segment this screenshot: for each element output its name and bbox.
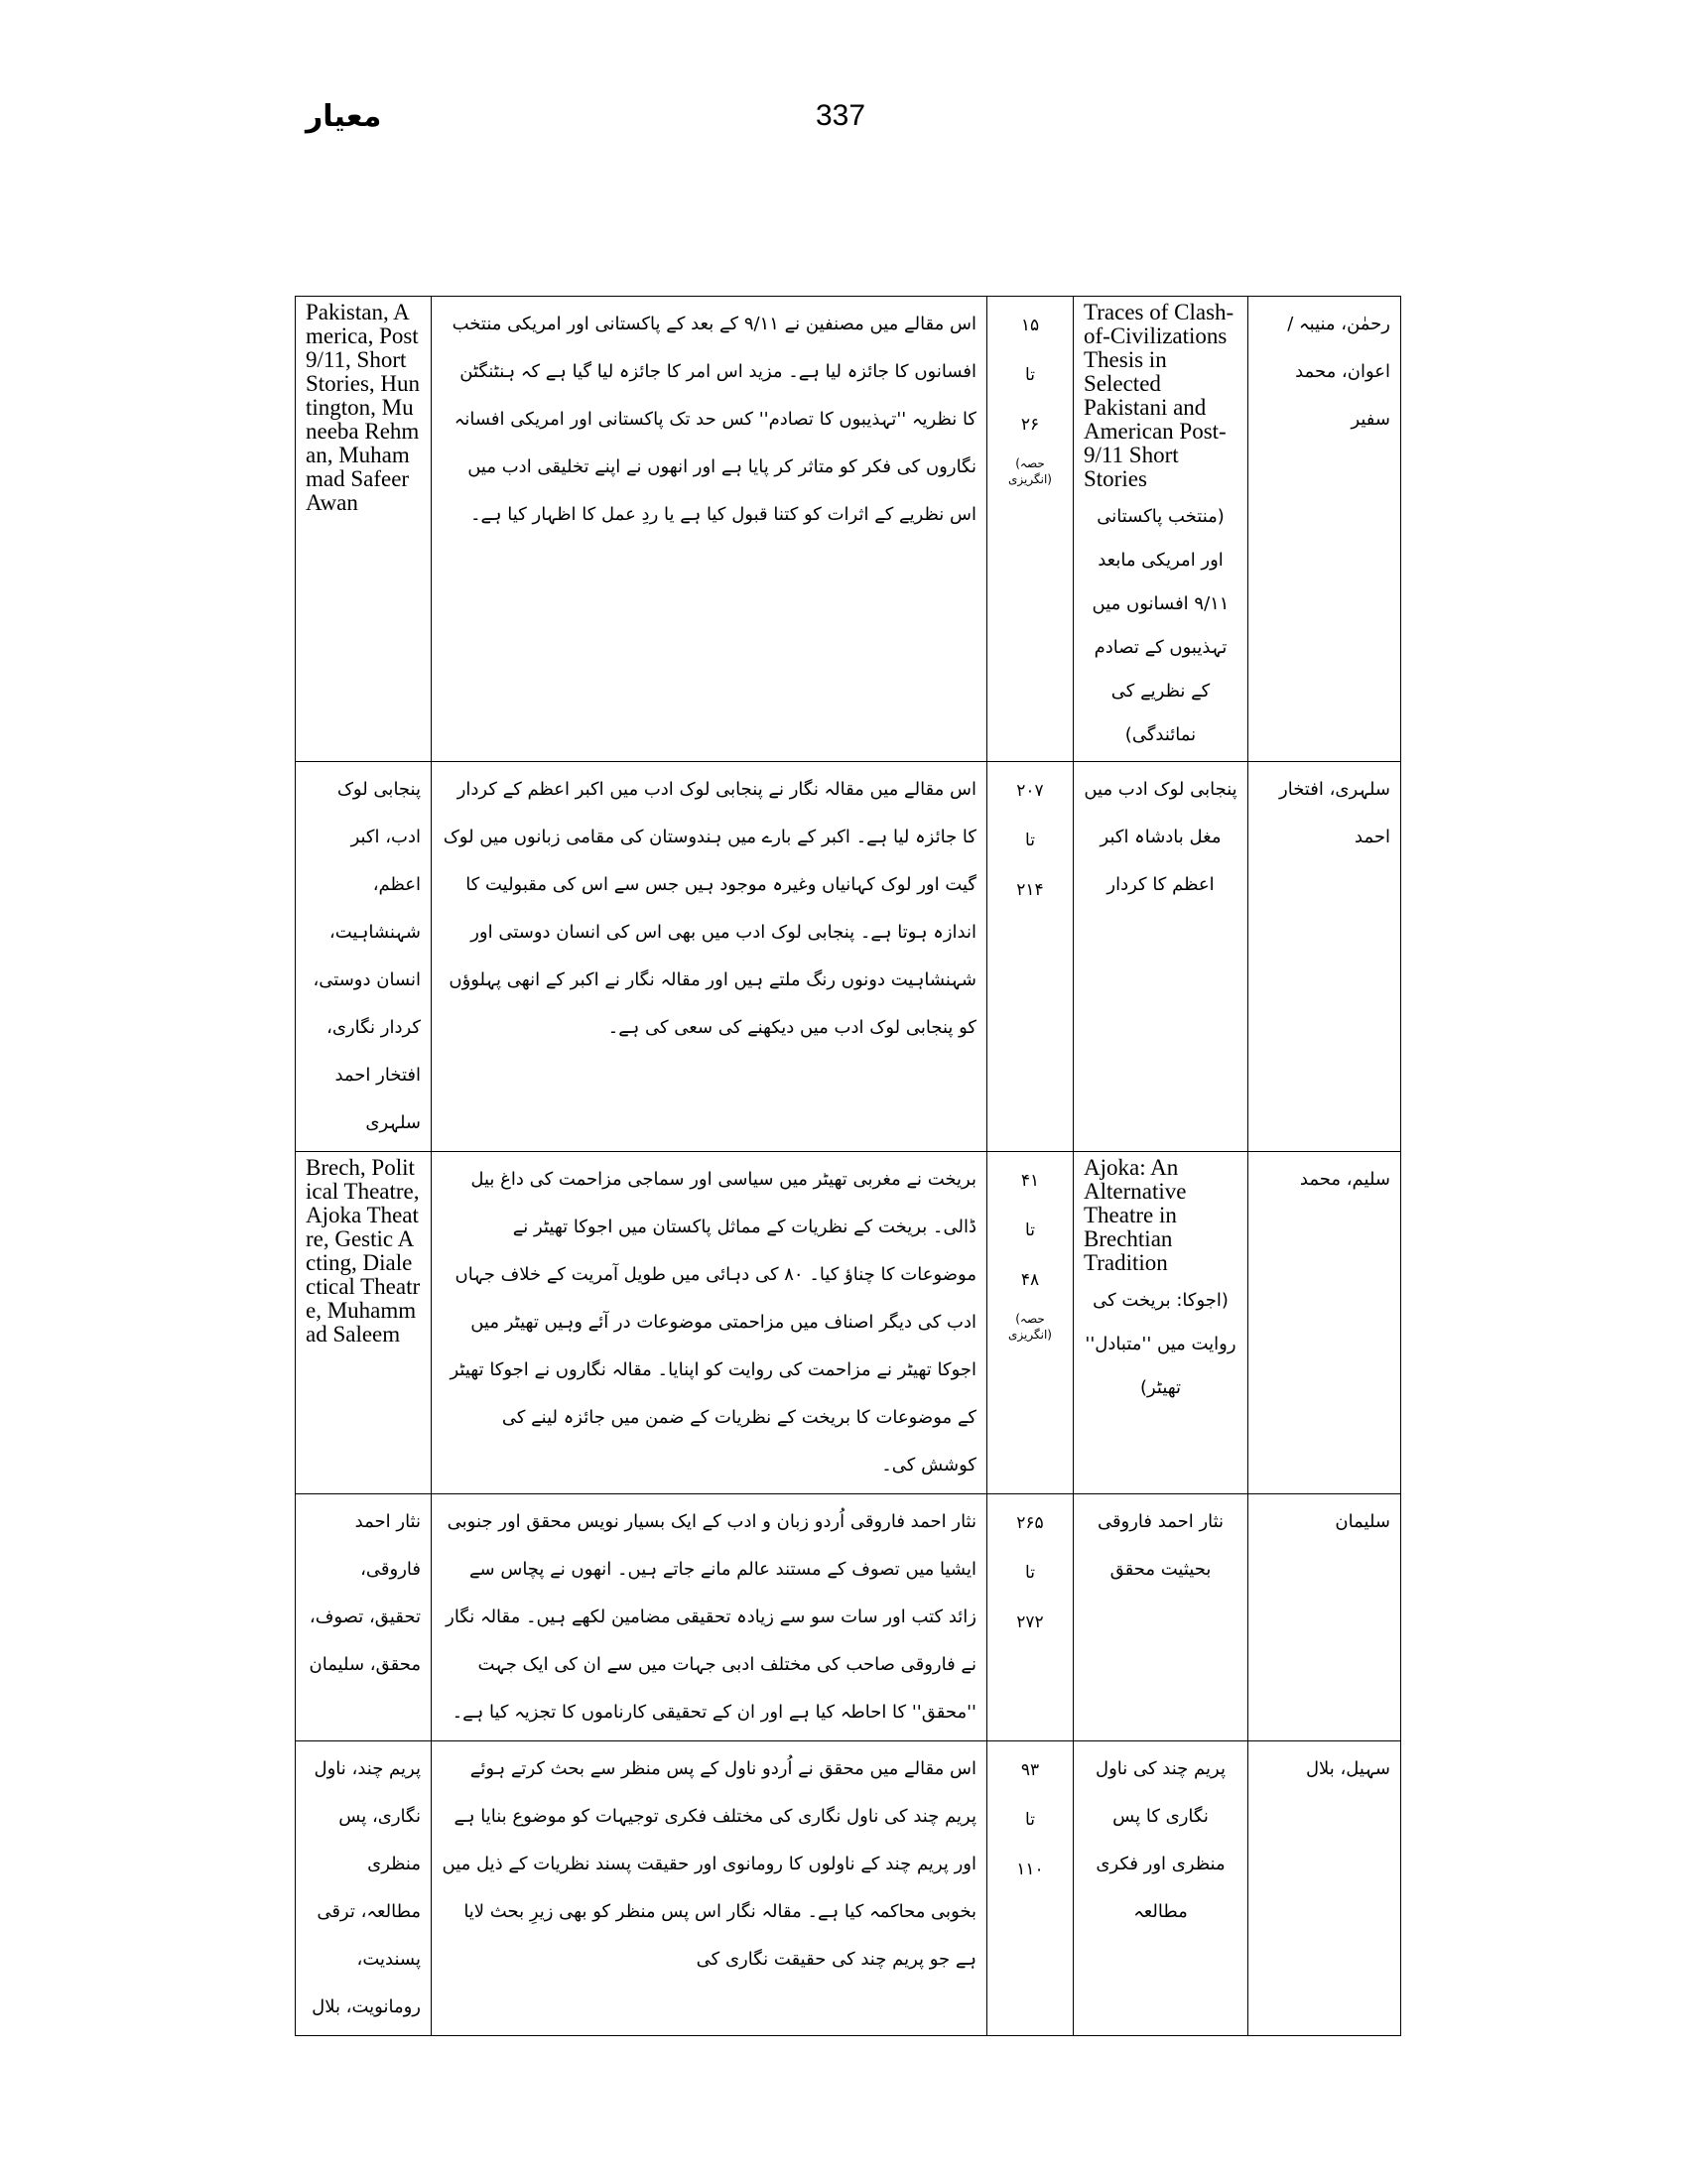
author-name: سلیمان [1335, 1511, 1390, 1532]
keywords-text: Brech, Political Theatre, Ajoka Theatre, Gestic Acting, Dialectical Theatre, Muhammad Saleem [306, 1155, 421, 1347]
abstract-text: نثار احمد فاروقی اُردو زبان و ادب کے ایک بسیار نویس محقق اور جنوبی ایشیا میں تصوف کے مستند عالم مانے جاتے ہیں۔ انھوں نے پچاس سے زائد کتب اور سات سو سے زیادہ تحقیقی مضامین لکھے ہیں۔ مقالہ نگار نے فاروقی صاحب کی مختلف ادبی جہات میں سے ان کی ایک جہت ''محقق'' کا احاطہ کیا ہے اور ان کے تحقیقی کارناموں کا تجزیہ کیا ہے۔ [446, 1511, 976, 1723]
title-cell [1074, 297, 1248, 762]
table-row [296, 762, 1401, 1152]
author-name: رحمٰن، منیبہ / اعوان، محمد سفیر [1287, 314, 1390, 430]
author-cell [1248, 1494, 1401, 1741]
page-to: ۱۱۰ [1016, 1860, 1044, 1879]
title-cell [1074, 1741, 1248, 2036]
title-urdu: پریم چند کی ناول نگاری کا پس منظری اور فکری مطالعہ [1096, 1758, 1226, 1922]
page-from: ۲۰۷ [1016, 781, 1044, 801]
title-english: Ajoka: An Alternative Theatre in Brechtian Tradition [1084, 1155, 1187, 1275]
author-cell [1248, 1741, 1401, 2036]
pages-cell [987, 1152, 1074, 1494]
page-from: ۲۶۵ [1016, 1513, 1044, 1533]
page-to-label: تا [1025, 1220, 1035, 1240]
page-to-label: تا [1025, 831, 1035, 850]
page-to: ۴۸ [1020, 1270, 1040, 1290]
title-cell [1074, 762, 1248, 1152]
page-to-label: تا [1025, 365, 1035, 385]
abstract-text: اس مقالے میں مقالہ نگار نے پنجابی لوک ادب میں اکبر اعظم کے کردار کا جائزہ لیا ہے۔ اکبر کے بارے میں ہندوستان کی مقامی زبانوں میں لوک گیت اور لوک کہانیاں وغیرہ موجود ہیں جس سے اس کی مقبولیت کا اندازہ ہوتا ہے۔ پنجابی لوک ادب میں بھی اس کی انسان دوستی اور شہنشاہیت دونوں رنگ ملتے ہیں اور مقالہ نگار نے اکبر کے انھی پہلوؤں کو پنجابی لوک ادب میں دیکھنے کی سعی کی ہے۔ [443, 779, 976, 1038]
keywords-cell [296, 1741, 432, 2036]
keywords-cell [296, 762, 432, 1152]
title-urdu: (منتخب پاکستانی اور امریکی مابعد ۹/۱۱ افسانوں میں تہذیبوں کے تصادم کے نظریے کی نمائندگی) [1092, 506, 1230, 745]
keywords-text: Pakistan, America, Post 9/11, Short Stories, Huntington, Muneeba Rehman, Muhammad Safeer Awan [306, 300, 420, 515]
page-to-label: تا [1025, 1563, 1035, 1583]
page-from: ۹۳ [1020, 1760, 1040, 1780]
pages-cell [987, 1741, 1074, 2036]
keywords-cell [296, 297, 432, 762]
abstract-text: اس مقالے میں مصنفین نے ۹/۱۱ کے بعد کے پاکستانی اور امریکی منتخب افسانوں کا جائزہ لیا ہے۔ مزید اس امر کا جائزہ لیا گیا ہے کہ ہنٹنگٹن کا نظریہ ''تہذیبوں کا تصادم'' کس حد تک پاکستانی اور امریکی افسانہ نگاروں کی فکر کو متاثر کر پایا ہے اور انھوں نے اپنے تخلیقی ادب میں اس نظریے کے اثرات کو کتنا قبول کیا ہے یا ردِ عمل کا اظہار کیا ہے۔ [452, 314, 976, 525]
page-from: ۱۵ [1020, 316, 1040, 335]
abstract-cell [432, 297, 987, 762]
author-name: سہیل، بلال [1305, 1758, 1390, 1779]
page-from: ۴۱ [1020, 1171, 1040, 1191]
table-row [296, 297, 1401, 762]
title-urdu: (اجوکا: بریخت کی روایت میں ''متبادل'' تھیٹر) [1085, 1290, 1236, 1398]
keywords-cell [296, 1152, 432, 1494]
page-note: (حصہ انگریزی) [1008, 456, 1052, 486]
page-to-label: تا [1025, 1810, 1035, 1830]
abstract-cell [432, 1494, 987, 1741]
keywords-cell [296, 1494, 432, 1741]
page-to: ۲۱۴ [1016, 880, 1044, 900]
keywords-text: پریم چند، ناول نگاری، پس منظری مطالعہ، ترقی پسندیت، رومانویت، بلال [312, 1758, 421, 2017]
page-to: ۲۶ [1020, 415, 1040, 435]
abstract-text: بریخت نے مغربی تھیٹر میں سیاسی اور سماجی مزاحمت کی داغ بیل ڈالی۔ بریخت کے نظریات کے مماثل پاکستان میں اجوکا تھیٹر نے موضوعات کا چناؤ کیا۔ ۸۰ کی دہائی میں طویل آمریت کے خلاف جہاں ادب کی دیگر اصناف میں مزاحمتی موضوعات در آئے وہیں تھیٹر میں اجوکا تھیٹر نے مزاحمت کی روایت کو اپنایا۔ مقالہ نگاروں نے اجوکا تھیٹر کے موضوعات کا بریخت کے نظریات کے ضمن میں جائزہ لینے کی کوشش کی۔ [450, 1169, 976, 1476]
author-cell [1248, 1152, 1401, 1494]
page-number: 337 [816, 99, 866, 132]
author-name: سلیم، محمد [1299, 1169, 1390, 1190]
table-row [296, 1494, 1401, 1741]
abstract-cell [432, 1741, 987, 2036]
author-cell [1248, 762, 1401, 1152]
keywords-text: پنجابی لوک ادب، اکبر اعظم، شہنشاہیت، انسان دوستی، کردار نگاری، افتخار احمد سلہری [313, 779, 421, 1133]
abstract-cell [432, 1152, 987, 1494]
article-index-table [295, 296, 1401, 2036]
pages-cell [987, 1494, 1074, 1741]
table-row [296, 1741, 1401, 2036]
keywords-text: نثار احمد فاروقی، تحقیق، تصوف، محقق، سلیمان [309, 1511, 421, 1675]
page-to: ۲۷۲ [1016, 1612, 1044, 1632]
title-urdu: نثار احمد فاروقی بحیثیت محقق [1097, 1511, 1225, 1580]
title-cell [1074, 1152, 1248, 1494]
abstract-cell [432, 762, 987, 1152]
author-cell [1248, 297, 1401, 762]
page-note: (حصہ انگریزی) [1008, 1312, 1052, 1342]
pages-cell [987, 297, 1074, 762]
title-urdu: پنجابی لوک ادب میں مغل بادشاہ اکبر اعظم کا کردار [1084, 779, 1237, 895]
title-cell [1074, 1494, 1248, 1741]
table-row [296, 1152, 1401, 1494]
abstract-text: اس مقالے میں محقق نے اُردو ناول کے پس منظر سے بحث کرتے ہوئے پریم چند کی ناول نگاری کی مختلف فکری توجیہات کو موضوع بنایا ہے اور پریم چند کے ناولوں کا رومانوی اور حقیقت پسند نظریات کے ذیل میں بخوبی محاکمہ کیا ہے۔ مقالہ نگار اس پس منظر کو بھی زیرِ بحث لایا ہے جو پریم چند کی حقیقت نگاری کی [442, 1758, 976, 1970]
pages-cell [987, 762, 1074, 1152]
journal-title: معیار [306, 99, 382, 134]
author-name: سلہری، افتخار احمد [1279, 779, 1390, 847]
title-english: Traces of Clash-of-Civilizations Thesis in Selected Pakistani and American Post-9/11 Short Stories [1084, 300, 1234, 491]
